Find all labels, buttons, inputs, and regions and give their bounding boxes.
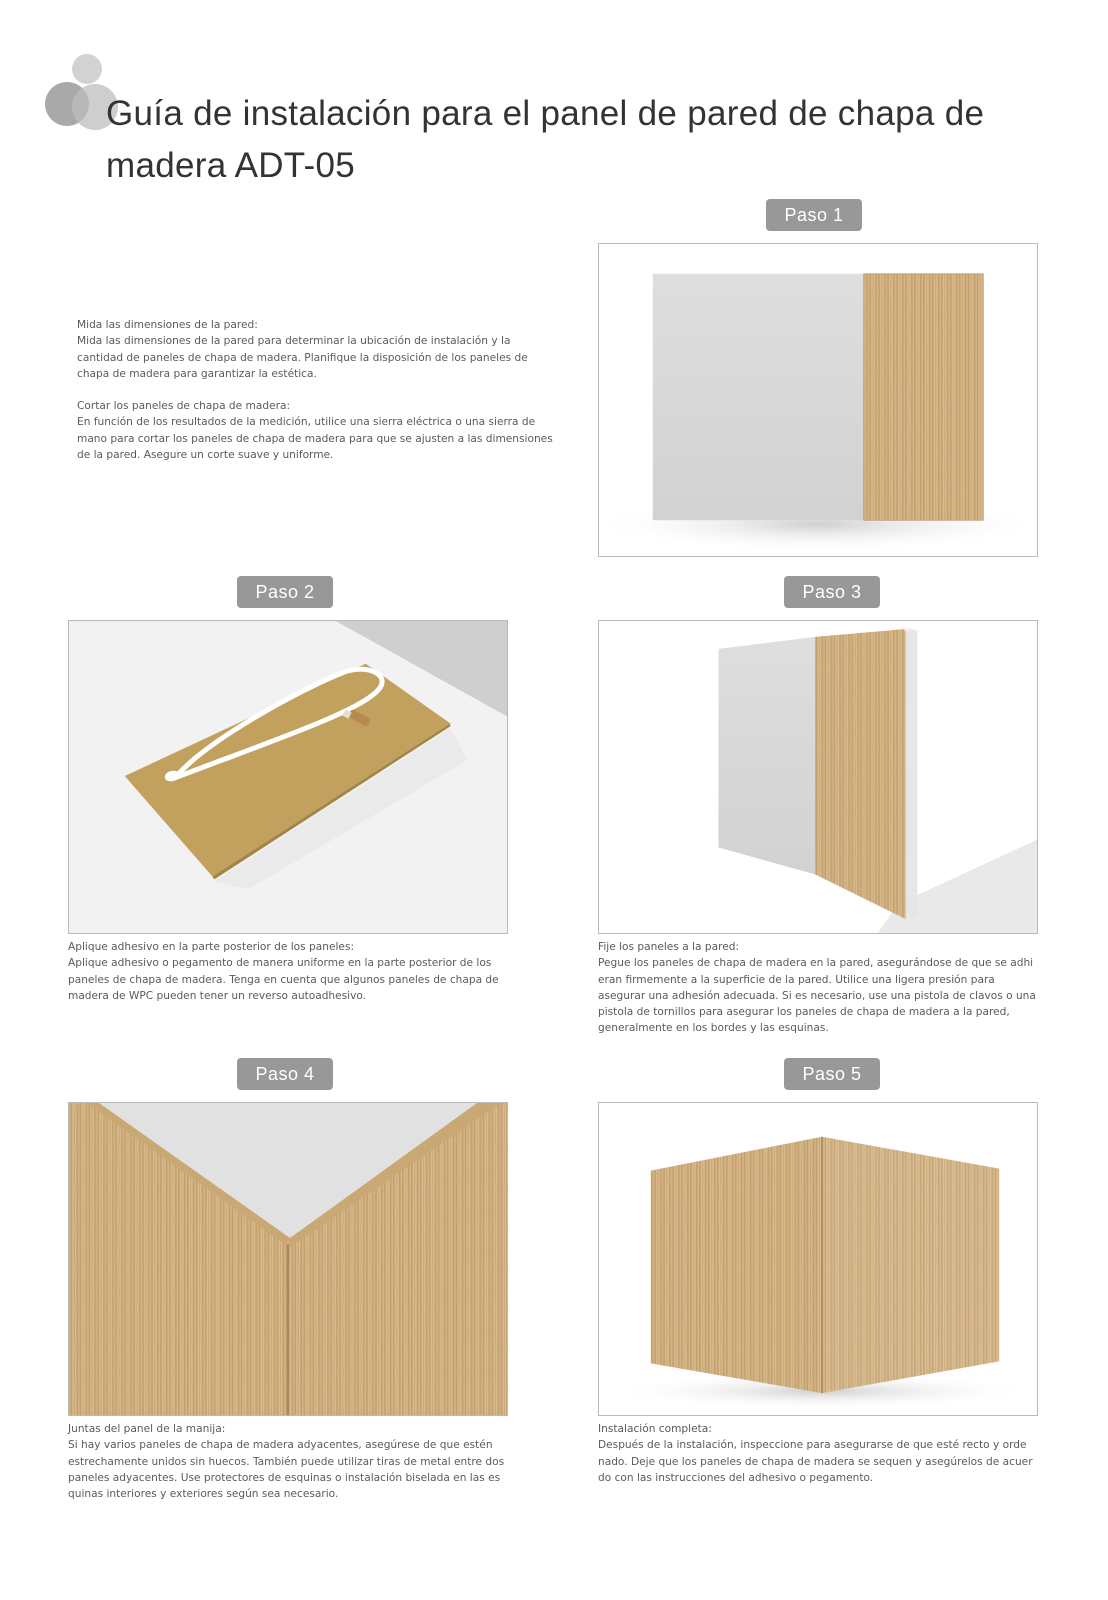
adhesive-panel-illustration: [69, 621, 507, 933]
step-3-badge: Paso 3: [784, 576, 880, 608]
panel-joint-illustration: [69, 1103, 507, 1415]
step-4-body: Si hay varios paneles de chapa de madera adyacentes, asegúrese de que estén estrechamente unidos sin huecos. También puede utilizar tiras de metal entre dos paneles adyacentes. Use protectores de esquinas o instalación biselada en las es quinas interiores y exteriores según sea necesario.: [68, 1439, 505, 1501]
step-2-badge: Paso 2: [237, 576, 333, 608]
step-2-illustration: [68, 620, 508, 934]
step-1-illustration: [598, 243, 1038, 557]
step-2-heading: Aplique adhesivo en la parte posterior de los paneles:: [68, 941, 355, 953]
step-4-instructions: [68, 1421, 506, 1502]
step-5-body: Después de la instalación, inspeccione para asegurarse de que esté recto y orde nado. Deje que los paneles de chapa de madera se sequen y asegúrelos de acuer do con las instrucciones del adhesivo o pegamento.: [598, 1439, 1033, 1484]
step-4-heading: Juntas del panel de la manija:: [68, 1423, 226, 1435]
step-4-illustration: [68, 1102, 508, 1416]
step-3-heading: Fije los paneles a la pared:: [598, 941, 740, 953]
step-5-illustration: [598, 1102, 1038, 1416]
step-2-instructions: [68, 939, 504, 1004]
step-1-heading-2: Cortar los paneles de chapa de madera:: [77, 400, 291, 413]
page-title: Guía de instalación para el panel de pared de chapa de madera ADT-05: [106, 94, 985, 185]
step-1-body-2: En función de los resultados de la medición, utilice una sierra eléctrica o una sierra de mano para cortar los paneles de chapa de madera para que se ajusten a las dimensiones de la pared. Asegure un corte suave y uniforme.: [77, 416, 553, 462]
step-1-instructions: [77, 317, 557, 463]
step-2-body: Aplique adhesivo o pegamento de manera uniforme en la parte posterior de los paneles de chapa de madera. Tenga en cuenta que algunos paneles de chapa de madera de WPC pueden tener un reverso autoadhesivo.: [68, 957, 499, 1002]
step-3-instructions: [598, 939, 1044, 1037]
panel-fixed-wall-illustration: [599, 621, 1037, 933]
step-3-body: Pegue los paneles de chapa de madera en la pared, asegurándose de que se adhi eran firmemente a la superficie de la pared. Utilice una ligera presión para asegurar una adhesión adecuada. Si es necesario, use una pistola de clavos o una pistola de tornillos para asegurar los paneles de chapa de madera a la pared, generalmente en los bordes y las esquinas.: [598, 957, 1036, 1035]
step-5-badge: Paso 5: [784, 1058, 880, 1090]
step-1-body-1: Mida las dimensiones de la pared para determinar la ubicación de instalación y la cantidad de paneles de chapa de madera. Planifique la disposición de los paneles de chapa de madera para garantizar la estética.: [77, 335, 528, 380]
completed-corner-illustration: [599, 1103, 1037, 1415]
step-5-instructions: [598, 1421, 1038, 1486]
step-4-badge: Paso 4: [237, 1058, 333, 1090]
step-5-heading: Instalación completa:: [598, 1423, 712, 1435]
step-1-heading-1: Mida las dimensiones de la pared:: [77, 319, 258, 331]
decorative-circle: [72, 54, 102, 84]
step-3-illustration: [598, 620, 1038, 934]
step-1-badge: Paso 1: [766, 199, 862, 231]
wall-panel-illustration: [599, 244, 1037, 556]
